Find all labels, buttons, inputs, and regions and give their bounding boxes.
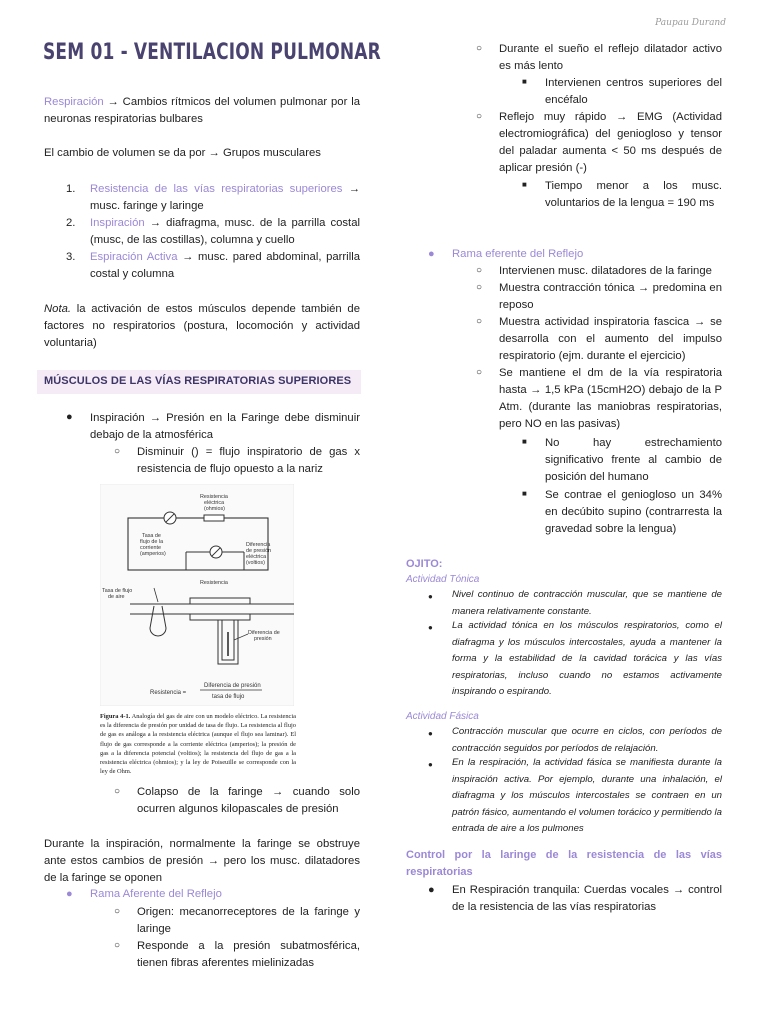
page-title: SEM 01 - VENTILACION PULMONAR bbox=[43, 40, 381, 65]
tonica-title: Actividad Tónica bbox=[406, 574, 480, 585]
svg-text:tasa de flujo: tasa de flujo bbox=[212, 694, 245, 700]
fasica-item: Contracción muscular que ocurre en ciclos, con períodos de contracción seguidos por períodos de relajación. bbox=[452, 726, 722, 754]
bullet-square: ■ bbox=[522, 489, 527, 498]
fig-label: Resistencia bbox=[200, 494, 228, 500]
right-item: Tiempo menor a los musc. voluntarios de la lengua = 190 ms bbox=[545, 180, 722, 209]
bullet-dot: ● bbox=[428, 729, 433, 738]
bullet-dot: ● bbox=[66, 888, 73, 900]
svg-text:de aire: de aire bbox=[108, 594, 125, 600]
colapso-subbullet: Colapso de la faringe → cuando solo ocurren algunos kilopascales de presión bbox=[137, 786, 360, 815]
svg-text:presión: presión bbox=[254, 636, 272, 642]
control-title: Control por la laringe de la resistencia de las vías respiratorias bbox=[406, 849, 722, 878]
right-item: Reflejo muy rápido → EMG (Actividad electromiográfica) del geniogloso y tensor del paladar aumenta < 50 ms después de aplicar presión (-) bbox=[499, 111, 722, 174]
intro-paragraph bbox=[44, 94, 360, 128]
eferente-item: Muestra actividad inspiratoria fascica → se desarrolla con el aumento del impulso respiratorio (ejm. durante el ejercicio) bbox=[499, 316, 722, 362]
aferente-item: Responde a la presión subatmosférica, tienen fibras aferentes mielinizadas bbox=[137, 940, 360, 969]
bullet-dot: ● bbox=[428, 623, 433, 632]
tonica-item: La actividad tónica en los músculos respiratorios, como el diafragma y los músculos intercostales, ayuda a mantener la forma y la estabilidad de la cavidad torácica y las vías respiratorias, incluso cuando no estamos activamente inspirando o espirando. bbox=[452, 620, 722, 697]
svg-text:Resistencia: Resistencia bbox=[200, 580, 228, 586]
eferente-item: Se contrae el geniogloso un 34% en decúbito supino (contrarresta la gravedad sobre la lengua) bbox=[545, 489, 722, 535]
eferente-item: No hay estrechamiento significativo frente al cambio de posición del humano bbox=[545, 437, 722, 483]
bullet-square: ■ bbox=[522, 437, 527, 446]
eferente-title: Rama eferente del Reflejo bbox=[452, 248, 584, 260]
right-item: Intervienen centros superiores del encéfalo bbox=[545, 77, 722, 106]
aferente-title: Rama Aferente del Reflejo bbox=[90, 888, 222, 900]
disminuir-subbullet: Disminuir () = flujo inspiratorio de gas x resistencia de flujo opuesto a la nariz bbox=[137, 446, 360, 475]
svg-text:(voltios): (voltios) bbox=[246, 560, 265, 566]
bullet-circle: ○ bbox=[114, 940, 121, 951]
control-item: En Respiración tranquila: Cuerdas vocales → control de la resistencia de las vías respiratorias bbox=[452, 884, 722, 913]
svg-text:Diferencia de presión: Diferencia de presión bbox=[204, 683, 261, 689]
bullet-dot: ● bbox=[428, 248, 435, 260]
svg-text:corriente: corriente bbox=[140, 545, 161, 551]
list-number: 1. bbox=[66, 183, 76, 195]
intro-rest: → Cambios rítmicos del volumen pulmonar por la neuronas respiratorias bulbares bbox=[44, 96, 360, 125]
inspiracion-bullet: Inspiración → Presión en la Faringe debe disminuir debajo de la atmosférica bbox=[90, 412, 360, 441]
section-heading: MÚSCULOS DE LAS VÍAS RESPIRATORIAS SUPERIORES bbox=[44, 375, 352, 387]
resistance-analogy-figure bbox=[100, 484, 294, 706]
eferente-item: Muestra contracción tónica → predomina en reposo bbox=[499, 282, 722, 311]
bullet-dot: ● bbox=[428, 760, 433, 769]
bullet-circle: ○ bbox=[114, 786, 121, 797]
bullet-dot: ● bbox=[428, 884, 435, 896]
bullet-dot: ● bbox=[428, 592, 433, 601]
svg-text:de presión: de presión bbox=[246, 548, 272, 554]
aferente-item: Origen: mecanorreceptores de la faringe y laringe bbox=[137, 906, 360, 935]
intro-term: Respiración bbox=[44, 96, 104, 108]
list-item-3: Espiración Activa → musc. pared abdominal, parrilla costal y columna bbox=[90, 251, 360, 280]
bullet-circle: ○ bbox=[114, 446, 121, 457]
bullet-circle: ○ bbox=[476, 265, 483, 276]
svg-text:eléctrica: eléctrica bbox=[204, 500, 225, 506]
list-item-2: Inspiración → diafragma, musc. de la parrilla costal (musc, de las costillas), columna y cuello bbox=[90, 217, 360, 246]
bullet-circle: ○ bbox=[476, 367, 483, 378]
list-item-1: Resistencia de las vías respiratorias superiores → musc. faringe y laringe bbox=[90, 183, 360, 212]
bullet-circle: ○ bbox=[114, 906, 121, 917]
figure-caption: Figura 4-1. Analogía del gas de aire con un modelo eléctrico. La resistencia es la diferencia de presión por unidad de tasa de flujo. La resistencia al flujo de gas es análoga a la resistencia eléctrica (aunque el flujo sea laminar). El flujo de gas corresponde a la corriente eléctrica (amperios); la presión de gas a la diferencia potencial (voltios); la resistencia del flujo de gas a la resistencia eléctrica (ohmios); y la ley de Poiseuille se corresponde con la ley de Ohm. bbox=[100, 713, 296, 776]
tonica-item: Nivel continuo de contracción muscular, que se mantiene de manera relativamente constante. bbox=[452, 589, 722, 617]
bullet-circle: ○ bbox=[476, 282, 483, 293]
list-number: 3. bbox=[66, 251, 76, 263]
bullet-square: ■ bbox=[522, 77, 527, 86]
during-paragraph: Durante la inspiración, normalmente la faringe se obstruye ante estos cambios de presión → pero los musc. dilatadores de la faringe se oponen bbox=[44, 838, 360, 884]
svg-text:Tasa de flujo: Tasa de flujo bbox=[102, 588, 133, 594]
ojito-heading: OJITO: bbox=[406, 558, 443, 570]
svg-text:flujo de la: flujo de la bbox=[140, 539, 164, 545]
author-name: Paupau Durand bbox=[655, 18, 726, 28]
groups-line: El cambio de volumen se da por → Grupos musculares bbox=[44, 147, 321, 159]
svg-text:Resistencia =: Resistencia = bbox=[150, 690, 187, 696]
eferente-item: Se mantiene el dm de la vía respiratoria hasta → 1,5 kPa (15cmH2O) debajo de la P Atm. (durante las maniobras respiratorias, pero NO en las pasivas) bbox=[499, 367, 722, 430]
svg-text:Tasa de: Tasa de bbox=[142, 533, 161, 539]
eferente-item: Intervienen musc. dilatadores de la faringe bbox=[499, 265, 712, 277]
bullet-circle: ○ bbox=[476, 316, 483, 327]
svg-text:eléctrica: eléctrica bbox=[246, 554, 267, 560]
fasica-item: En la respiración, la actividad fásica se manifiesta durante la inspiración activa. Por ejemplo, durante una inhalación, el diafragma y los músculos intercostales se contraen en un patrón fásico, aumentando el volumen torácico y permitiendo la entrada de aire a los pulmones bbox=[452, 757, 722, 834]
nota-paragraph: Nota. la activación de estos músculos depende también de factores no respiratorios (postura, locomoción y actividad voluntaria) bbox=[44, 303, 360, 349]
svg-text:Diferencia: Diferencia bbox=[246, 542, 271, 548]
bullet-dot: ● bbox=[66, 411, 73, 423]
bullet-square: ■ bbox=[522, 180, 527, 189]
fasica-title: Actividad Fásica bbox=[406, 711, 479, 722]
svg-text:Diferencia de: Diferencia de bbox=[248, 630, 280, 636]
bullet-circle: ○ bbox=[476, 43, 483, 54]
svg-text:(ohmios): (ohmios) bbox=[204, 506, 225, 512]
list-number: 2. bbox=[66, 217, 76, 229]
bullet-circle: ○ bbox=[476, 111, 483, 122]
svg-text:(amperios): (amperios) bbox=[140, 551, 166, 557]
right-item: Durante el sueño el reflejo dilatador activo es más lento bbox=[499, 43, 722, 72]
